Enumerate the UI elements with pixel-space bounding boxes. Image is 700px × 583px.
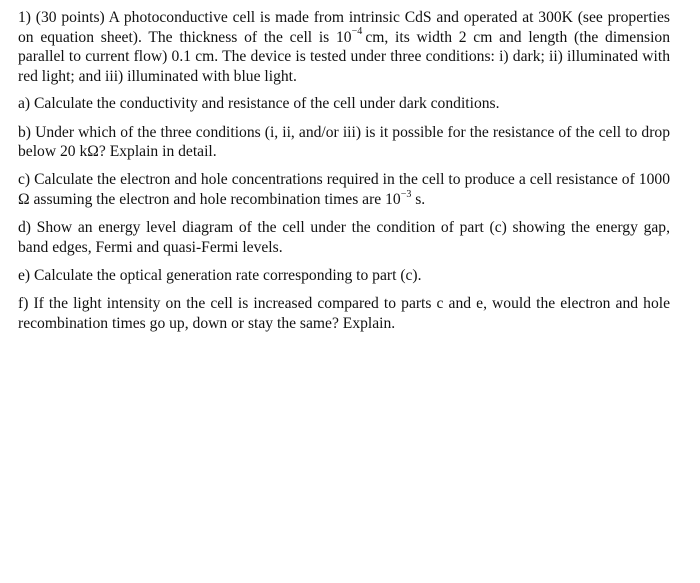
part-c [18, 170, 670, 209]
intro-text-1: 1) (30 points) A photoconductive cell is made from intrinsic CdS and operated at 300K (see properties on equation sheet). The thickness of the cell is 10 [18, 9, 670, 46]
part-e: e) Calculate the optical generation rate corresponding to part (c). [18, 266, 422, 284]
part-d: d) Show an energy level diagram of the cell under the condition of part (c) showing the energy gap, band edges, Fermi and quasi-Fermi levels. [18, 219, 670, 256]
intro-text-2: cm, its width 2 cm and length (the dimension parallel to current flow) 0.1 cm. The device is tested under three conditions: i) dark; ii) illuminated with red light; and iii) illuminated with blue light. [18, 28, 670, 85]
recombination-exponent: −3 [400, 188, 412, 200]
problem-document [18, 8, 670, 342]
part-c-text-2: s. [411, 190, 426, 208]
problem-intro [18, 8, 670, 86]
part-a: a) Calculate the conductivity and resistance of the cell under dark conditions. [18, 95, 500, 113]
thickness-exponent: −4 [351, 26, 363, 38]
part-b: b) Under which of the three conditions (i, ii, and/or iii) is it possible for the resistance of the cell to drop below 20 kΩ? Explain in detail. [18, 123, 670, 161]
part-f: f) If the light intensity on the cell is increased compared to parts c and e, would the electron and hole recombination times go up, down or stay the same? Explain. [18, 295, 670, 332]
part-c-text-1: c) Calculate the electron and hole concentrations required in the cell to produce a cell resistance of 1000 Ω assuming the electron and hole recombination times are 10 [18, 171, 670, 208]
